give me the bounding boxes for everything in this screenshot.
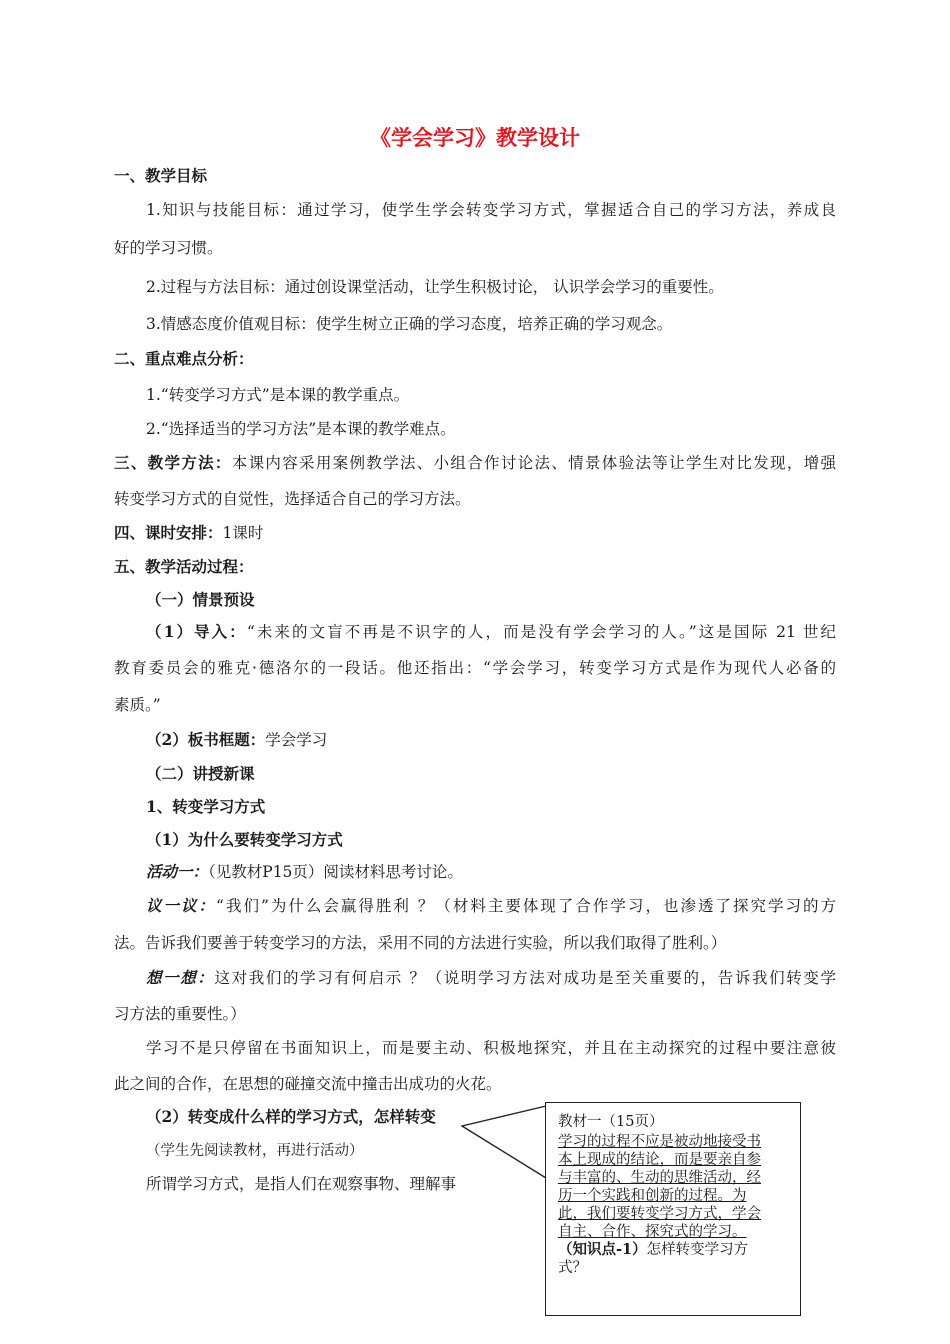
class-hours: 1课时: [222, 524, 264, 542]
objective-1-line-2: 好的学习习惯。: [114, 239, 223, 257]
intro-line-1: [146, 621, 836, 643]
question-2-note: （学生先阅读教材，再进行活动）: [146, 1143, 364, 1159]
objective-1-line-1: 1.知识与技能目标：通过学习，使学生学会转变学习方式，掌握适合自己的学习方法，养成良: [146, 201, 836, 219]
think-line-1: [146, 967, 836, 989]
key-point: 1.“转变学习方式”是本课的教学重点。: [146, 386, 410, 404]
callout-heading: 教材一（15页）: [558, 1114, 664, 1130]
question-2-text: 所谓学习方式，是指人们在观察事物、理解事: [146, 1175, 457, 1193]
section-4-line: [114, 522, 263, 544]
section-2-heading: 二、重点难点分析：: [114, 349, 254, 368]
textbook-callout: [545, 1102, 801, 1316]
callout-line-5: 此，我们要转变学习方式，学会: [558, 1206, 761, 1222]
callout-line-3: 与丰富的、生动的思维活动，经: [558, 1170, 761, 1186]
difficult-point: 2.“选择适当的学习方法”是本课的教学难点。: [146, 420, 456, 438]
knowledge-point-text: 怎样转变学习方: [646, 1242, 749, 1258]
knowledge-point-label: （知识点-1）: [558, 1241, 647, 1258]
objective-3: 3.情感态度价值观目标：使学生树立正确的学习态度，培养正确的学习观念。: [146, 315, 673, 333]
intro-line-2: 教育委员会的雅克·德洛尔的一段话。他还指出：“学会学习，转变学习方式是作为现代人必备的: [114, 659, 836, 677]
objective-2: 2.过程与方法目标：通过创设课堂活动，让学生积极讨论， 认识学会学习的重要性。: [146, 278, 724, 296]
board-title-line: [146, 729, 327, 751]
discuss-text: “我们”为什么会赢得胜利 ？（材料主要体现了合作学习，也渗透了探究学习的方: [216, 897, 836, 915]
callout-knowledge-line-2: 式？: [558, 1260, 587, 1276]
think-line-2: 习方法的重要性。）: [114, 1005, 246, 1023]
callout-knowledge-line: [558, 1241, 792, 1259]
subsection-scenario: （一）情景预设: [146, 590, 255, 609]
intro-quote: “未来的文盲不再是不识字的人，而是没有学会学习的人。”这是国际 21 世纪: [246, 623, 836, 641]
think-text: 这对我们的学习有何启示 ？（说明学习方法对成功是至关重要的，告诉我们转变学: [214, 969, 836, 987]
discuss-label: 议一议：: [146, 896, 217, 915]
board-title-label: （2）板书框题：: [146, 730, 266, 749]
section-3-line-1: [114, 452, 836, 474]
section-1-heading: 一、教学目标: [114, 166, 208, 185]
callout-line-1: 学习的过程不应是被动地接受书: [558, 1134, 761, 1150]
section-3-heading: 三、教学方法：: [114, 453, 232, 472]
question-2-heading: （2）转变成什么样的学习方式，怎样转变: [146, 1107, 436, 1126]
section-4-heading: 四、课时安排：: [114, 523, 223, 542]
summary-line-1: 学习不是只停留在书面知识上，而是要主动、积极地探究，并且在主动探究的过程中要注意彼: [146, 1039, 836, 1057]
activity-1-label: 活动一：: [146, 862, 209, 881]
intro-line-3: 素质。”: [114, 696, 161, 714]
board-title-text: 学会学习: [265, 731, 328, 749]
callout-line-4: 历一个实践和创新的过程。为: [558, 1188, 747, 1204]
intro-label: （1）导入：: [146, 622, 247, 641]
subsection-lecture: （二）讲授新课: [146, 764, 255, 783]
think-label: 想一想：: [146, 968, 215, 987]
discuss-line-2: 法。告诉我们要善于转变学习的方法，采用不同的方法进行实验，所以我们取得了胜利。）: [114, 934, 727, 952]
document-title: 《学会学习》教学设计: [370, 125, 580, 150]
summary-line-2: 此之间的合作，在思想的碰撞交流中撞击出成功的火花。: [114, 1075, 502, 1093]
section-5-heading: 五、教学活动过程：: [114, 557, 254, 576]
activity-1-text: （见教材P15页）阅读材料思考讨论。: [208, 863, 463, 881]
callout-line-2: 本上现成的结论，而是要亲自参: [558, 1152, 761, 1168]
activity-1-line: [146, 861, 463, 883]
discuss-line-1: [146, 895, 836, 917]
section-3-line-2: 转变学习方式的自觉性，选择适合自己的学习方法。: [114, 490, 471, 508]
point-1-heading: 1、转变学习方式: [146, 797, 266, 816]
section-3-text: 本课内容采用案例教学法、小组合作讨论法、情景体验法等让学生对比发现，增强: [231, 454, 836, 472]
question-1-heading: （1）为什么要转变学习方式: [146, 830, 343, 849]
callout-line-6: 自主、合作、探究式的学习。: [558, 1224, 747, 1240]
